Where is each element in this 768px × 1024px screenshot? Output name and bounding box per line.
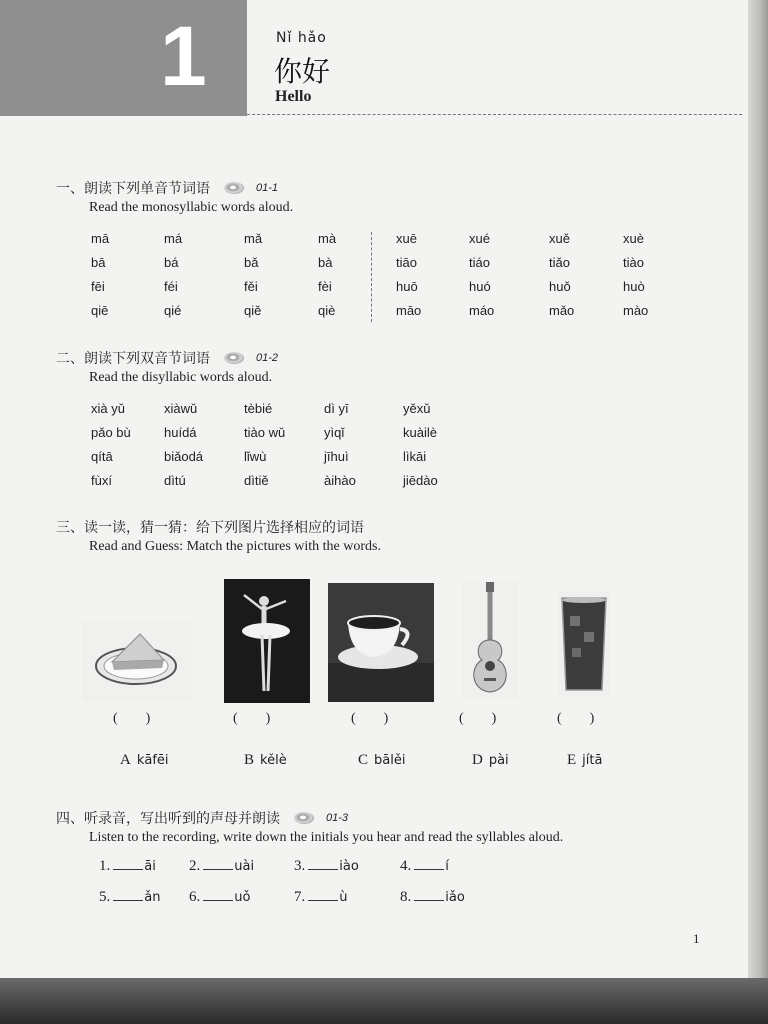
lesson-number-block bbox=[0, 0, 247, 116]
lesson-number: 1 bbox=[160, 9, 207, 103]
word: jīhuì bbox=[324, 449, 349, 464]
section2-heading bbox=[56, 348, 278, 368]
cd-icon[interactable] bbox=[224, 182, 244, 194]
answer-blank[interactable] bbox=[414, 900, 444, 901]
syllable: tiǎo bbox=[549, 255, 570, 270]
fill-item-6 bbox=[189, 889, 250, 906]
word: qítā bbox=[91, 449, 113, 464]
section3-heading-text: 三、读一读，猜一猜：给下列图片选择相应的词语 bbox=[56, 520, 364, 536]
syllable: xuè bbox=[623, 231, 644, 246]
answer-paren-4[interactable]: ( ) bbox=[459, 711, 497, 726]
syllable-final: í bbox=[445, 859, 449, 874]
syllable: māo bbox=[396, 303, 422, 318]
word: dìtiě bbox=[244, 473, 269, 488]
fill-item-2 bbox=[189, 858, 254, 875]
syllable: fèi bbox=[318, 279, 332, 294]
option-word: bālěi bbox=[374, 753, 406, 768]
syllable: xuē bbox=[396, 231, 417, 246]
syllable: bā bbox=[91, 255, 106, 270]
option-d bbox=[472, 752, 509, 769]
section4-heading-text: 四、听录音，写出听到的声母并朗读 bbox=[56, 811, 280, 827]
syllable: huó bbox=[469, 279, 491, 294]
ballet-picture bbox=[224, 579, 310, 703]
section1-heading bbox=[56, 178, 278, 198]
option-word: jítā bbox=[582, 753, 603, 768]
word: tiào wǔ bbox=[244, 425, 286, 440]
item-number: 4. bbox=[400, 858, 412, 874]
syllable-final: iǎo bbox=[445, 890, 465, 905]
syllable-final: iào bbox=[339, 859, 359, 874]
answer-blank[interactable] bbox=[113, 900, 143, 901]
answer-blank[interactable] bbox=[308, 869, 338, 870]
syllable: huǒ bbox=[549, 279, 571, 294]
fill-item-8 bbox=[400, 889, 465, 906]
answer-paren-3[interactable]: ( ) bbox=[351, 711, 389, 726]
item-number: 8. bbox=[400, 889, 412, 905]
answer-blank[interactable] bbox=[113, 869, 143, 870]
syllable: féi bbox=[164, 279, 178, 294]
syllable: bá bbox=[164, 255, 179, 270]
word: huídá bbox=[164, 425, 197, 440]
word: dì yī bbox=[324, 401, 349, 416]
syllable-final: uài bbox=[234, 859, 255, 874]
coffee-picture bbox=[328, 583, 434, 702]
option-letter: E bbox=[567, 752, 577, 768]
word: yìqǐ bbox=[324, 425, 345, 440]
syllable: fěi bbox=[244, 279, 258, 294]
option-letter: B bbox=[244, 752, 255, 768]
syllable: huò bbox=[623, 279, 645, 294]
syllable: bǎ bbox=[244, 255, 259, 270]
syllable: má bbox=[164, 231, 183, 246]
item-number: 3. bbox=[294, 858, 306, 874]
syllable-final: āi bbox=[144, 859, 156, 874]
track-label: 01-2 bbox=[256, 352, 279, 364]
option-letter: D bbox=[472, 752, 483, 768]
syllable: fēi bbox=[91, 279, 105, 294]
option-b bbox=[244, 752, 287, 769]
syllable: mǎo bbox=[549, 303, 575, 318]
scan-edge bbox=[0, 978, 768, 1024]
option-word: kāfēi bbox=[136, 753, 169, 768]
answer-blank[interactable] bbox=[203, 869, 233, 870]
section3-heading bbox=[56, 517, 364, 537]
syllable: mā bbox=[91, 231, 110, 246]
word: biǎodá bbox=[164, 449, 204, 464]
cd-icon[interactable] bbox=[294, 812, 314, 824]
answer-paren-2[interactable]: ( ) bbox=[233, 711, 271, 726]
guitar-picture bbox=[462, 580, 518, 698]
title-english: Hello bbox=[275, 88, 312, 105]
word: fùxí bbox=[91, 473, 112, 488]
item-number: 5. bbox=[99, 889, 111, 905]
section4-heading bbox=[56, 808, 348, 828]
fill-item-5 bbox=[99, 889, 160, 906]
syllable-final: ǎn bbox=[144, 890, 161, 905]
answer-paren-1[interactable]: ( ) bbox=[113, 711, 151, 726]
answer-blank[interactable] bbox=[308, 900, 338, 901]
answer-blank[interactable] bbox=[203, 900, 233, 901]
syllable-final: uǒ bbox=[234, 890, 251, 905]
syllable: bà bbox=[318, 255, 333, 270]
track-label: 01-1 bbox=[256, 182, 279, 194]
syllable: tiāo bbox=[396, 255, 417, 270]
syllable: qiě bbox=[244, 303, 262, 318]
option-letter: A bbox=[120, 752, 131, 768]
word: yěxǔ bbox=[403, 401, 431, 416]
syllable: xué bbox=[469, 231, 490, 246]
word: lìkāi bbox=[403, 449, 427, 464]
section1-heading-text: 一、朗读下列单音节词语 bbox=[56, 181, 210, 197]
fill-item-3 bbox=[294, 858, 359, 875]
section3-subtitle: Read and Guess: Match the pictures with the words. bbox=[89, 539, 381, 554]
word: xià yǔ bbox=[91, 401, 125, 416]
answer-paren-5[interactable]: ( ) bbox=[557, 711, 595, 726]
syllable: tiào bbox=[623, 255, 644, 270]
section1-subtitle: Read the monosyllabic words aloud. bbox=[89, 200, 294, 215]
cola-picture bbox=[558, 592, 610, 696]
section2-heading-text: 二、朗读下列双音节词语 bbox=[56, 351, 210, 367]
option-letter: C bbox=[358, 752, 369, 768]
syllable: máo bbox=[469, 303, 495, 318]
syllable: mào bbox=[623, 303, 649, 318]
book-spine bbox=[748, 0, 768, 978]
option-c bbox=[358, 752, 405, 769]
option-a bbox=[120, 752, 169, 769]
item-number: 1. bbox=[99, 858, 111, 874]
syllable: qiē bbox=[91, 303, 109, 318]
section4-subtitle: Listen to the recording, write down the initials you hear and read the syllables aloud. bbox=[89, 830, 564, 845]
syllable-final: ù bbox=[339, 890, 348, 905]
syllable: qié bbox=[164, 303, 182, 318]
option-word: kělè bbox=[260, 753, 287, 768]
cd-icon[interactable] bbox=[224, 352, 244, 364]
word: dìtú bbox=[164, 473, 186, 488]
word: lǐwù bbox=[244, 449, 267, 464]
syllable: xuě bbox=[549, 231, 570, 246]
syllable: tiáo bbox=[469, 255, 490, 270]
word: àihào bbox=[324, 473, 356, 488]
answer-blank[interactable] bbox=[414, 869, 444, 870]
track-label: 01-3 bbox=[326, 812, 349, 824]
fill-item-4 bbox=[400, 858, 449, 875]
fill-item-7 bbox=[294, 889, 348, 906]
pie-picture bbox=[82, 622, 192, 702]
option-word: pài bbox=[488, 753, 509, 768]
word: jiēdào bbox=[403, 473, 438, 488]
item-number: 7. bbox=[294, 889, 306, 905]
option-e bbox=[567, 752, 602, 769]
header-divider bbox=[247, 114, 742, 115]
syllable: mǎ bbox=[244, 231, 263, 246]
word: pǎo bù bbox=[91, 425, 131, 440]
word: xiàwǔ bbox=[164, 401, 198, 416]
item-number: 6. bbox=[189, 889, 201, 905]
item-number: 2. bbox=[189, 858, 201, 874]
title-pinyin: Nǐ hǎo bbox=[276, 30, 327, 46]
syllable: qiè bbox=[318, 303, 336, 318]
syllable: huō bbox=[396, 279, 418, 294]
word: tèbié bbox=[244, 401, 273, 416]
page-number: 1 bbox=[693, 931, 700, 946]
word: kuàilè bbox=[403, 425, 437, 440]
syllable: mà bbox=[318, 231, 337, 246]
section2-subtitle: Read the disyllabic words aloud. bbox=[89, 370, 273, 385]
grid-divider bbox=[371, 232, 372, 322]
title-chinese: 你好 bbox=[274, 55, 331, 88]
fill-item-1 bbox=[99, 858, 156, 875]
